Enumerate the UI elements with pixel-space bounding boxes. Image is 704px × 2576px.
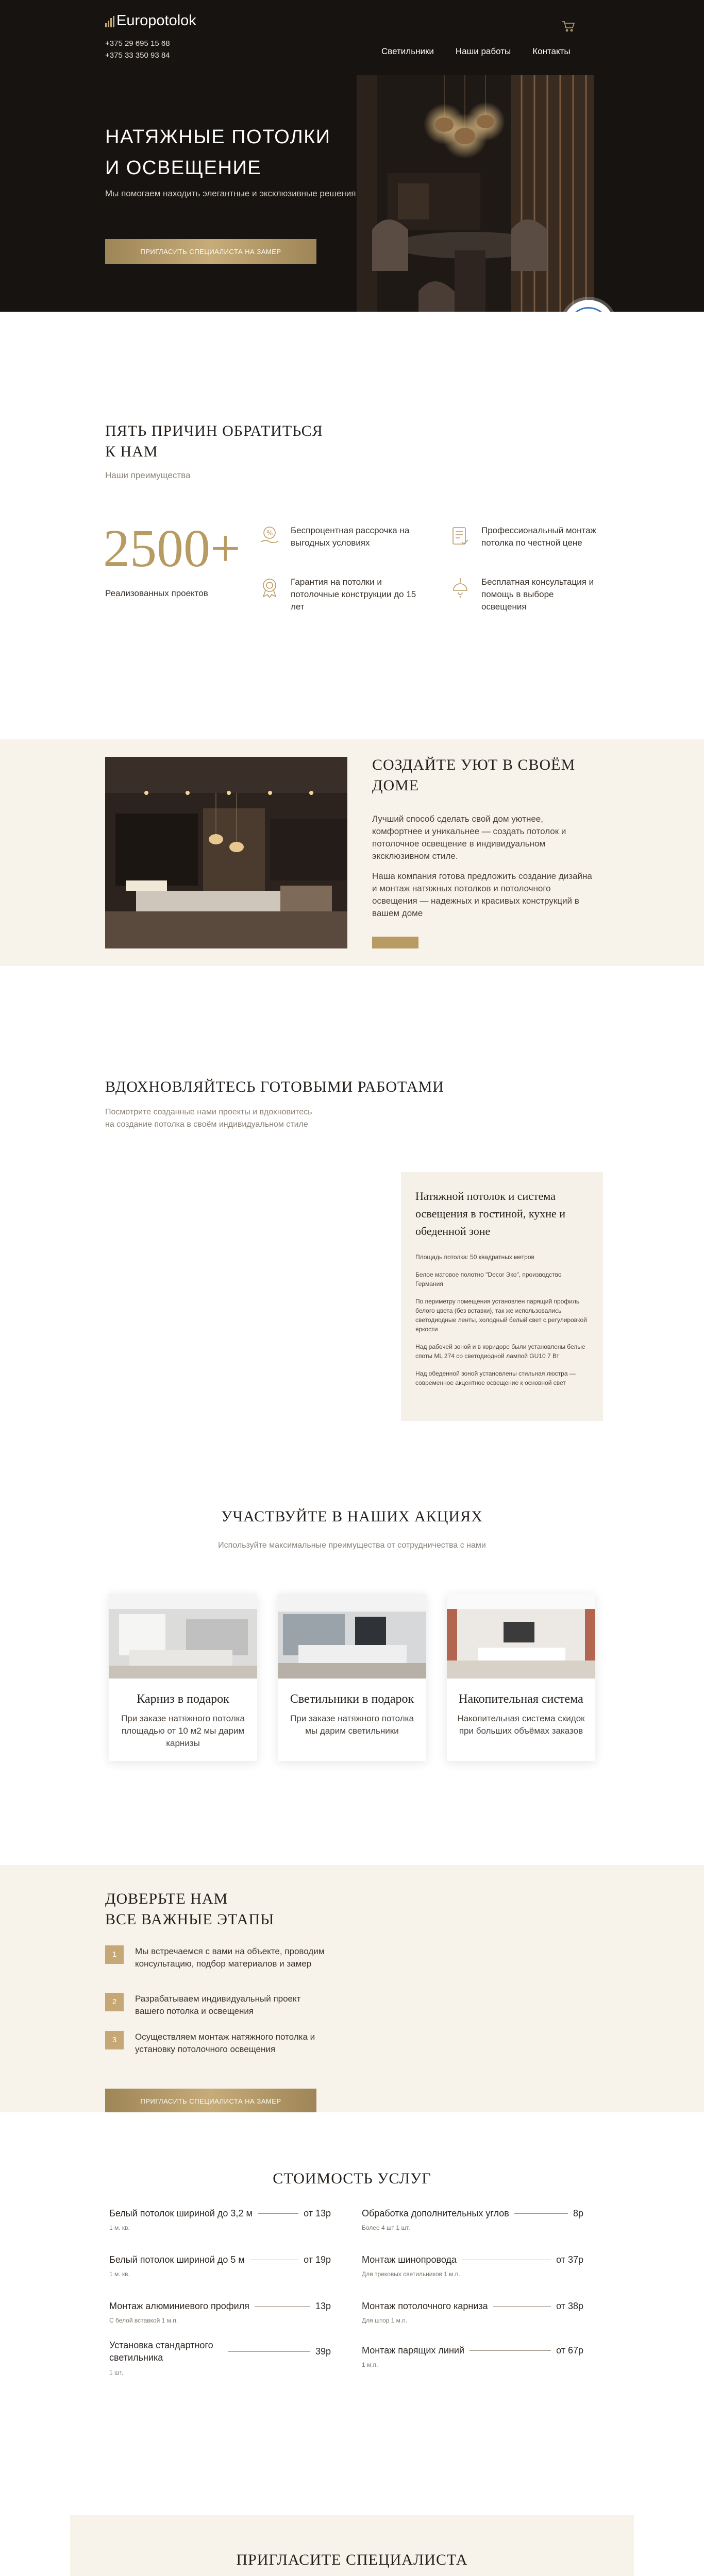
cozy-paragraph-2: Наша компания готова предложить создание дизайна и монтаж натяжных потолков и потолочного освещения — надежных и красивых конструкций в вашем доме xyxy=(372,871,592,918)
work-card-item: По периметру помещения установлен парящий профиль белого цвета (без вставки), так же использовались светодиодные ленты, холодный белый свет с регулировкой яркости xyxy=(415,1298,587,1333)
feature-consultation: Бесплатная консультация и помощь в выборе освещения xyxy=(448,576,598,613)
price-item: Установка стандартного светильника 39р 1 шт. xyxy=(109,2340,331,2376)
cart-icon[interactable] xyxy=(562,21,575,32)
step-text: Осуществляем монтаж натяжного потолка и установку потолочного освещения xyxy=(135,2032,315,2054)
step-3 xyxy=(105,2031,327,2056)
cozy-accent-bar xyxy=(372,937,418,948)
step-number: 3 xyxy=(105,2031,124,2049)
promo-card-title: Накопительная система xyxy=(459,1692,583,1706)
steps-cta-button[interactable]: ПРИГЛАСИТЬ СПЕЦИАЛИСТА НА ЗАМЕР xyxy=(105,2089,316,2113)
price-item: Белый потолок шириной до 5 м от 19р 1 м. кв. xyxy=(109,2255,331,2278)
projects-label: Реализованных проектов xyxy=(105,588,208,598)
promo-image-2 xyxy=(278,1594,426,1679)
ribbon-badge-icon xyxy=(258,576,281,600)
work-description-card xyxy=(401,1172,603,1421)
phone-2[interactable]: +375 33 350 93 84 xyxy=(105,51,170,60)
feature-installment: % Беспроцентная рассрочка на выгодных условиях xyxy=(258,524,428,549)
hero-title: НАТЯЖНЫЕ ПОТОЛКИ И ОСВЕЩЕНИЕ xyxy=(105,126,331,179)
promo-subtitle: Используйте максимальные преимущества от сотрудничества с нами xyxy=(218,1541,486,1550)
feature-warranty: Гарантия на потолки и потолочные конструкции до 15 лет xyxy=(258,576,428,613)
nav-contacts[interactable]: Контакты xyxy=(532,46,571,56)
cozy-section xyxy=(0,739,704,966)
promo-card-lights[interactable] xyxy=(278,1594,426,1761)
promo-card-title: Карниз в подарок xyxy=(137,1692,229,1706)
works-title: ВДОХНОВЛЯЙТЕСЬ ГОТОВЫМИ РАБОТАМИ xyxy=(105,1078,444,1095)
work-card-items xyxy=(415,1252,589,1387)
step-text: Мы встречаемся с вами на объекте, проводим консультацию, подбор материалов и замер xyxy=(135,1946,325,1969)
prices-section xyxy=(0,2112,704,2514)
hero-subtitle: Мы помогаем находить элегантные и эксклюзивные решения xyxy=(105,189,356,198)
work-card-item: Над рабочей зоной и в коридоре были установлены белые споты ML 274 со светодиодной лампой GU10 7 Вт xyxy=(415,1343,585,1360)
lamp-icon xyxy=(448,576,472,600)
promo-card-cornice[interactable] xyxy=(109,1594,257,1761)
work-card-item: Над обеденной зоной установлены стильная люстра — современное акцентное освещение к основной свет xyxy=(415,1370,576,1386)
cozy-paragraph-1: Лучший способ сделать свой дом уютнее, комфортнее и уникальнее — создать потолок и потолочное освещение в индивидуальном эксклюзивном стиле. xyxy=(372,814,566,861)
nav-works[interactable]: Наши работы xyxy=(455,46,511,56)
svg-text:%: % xyxy=(266,530,273,537)
step-text: Разрабатываем индивидуальный проект вашего потолка и освещения xyxy=(135,1994,301,2016)
invite-title: ПРИГЛАСИТЕ СПЕЦИАЛИСТА xyxy=(236,2551,468,2568)
document-icon xyxy=(448,524,472,548)
works-subtitle: Посмотрите созданные нами проекты и вдохновитесь на создание потолка в своём индивидуальном стиле xyxy=(105,1108,312,1129)
promo-card-discount[interactable] xyxy=(447,1594,595,1761)
promo-image-3 xyxy=(447,1594,595,1679)
prices-title: СТОИМОСТЬ УСЛУГ xyxy=(273,2170,431,2187)
price-item: Белый потолок шириной до 3,2 м от 13р 1 м. кв. xyxy=(109,2208,331,2231)
promo-card-text: Накопительная система скидок при больших объёмах заказов xyxy=(457,1714,585,1736)
phone-1[interactable]: +375 29 695 15 68 xyxy=(105,39,170,48)
promo-title: УЧАСТВУЙТЕ В НАШИХ АКЦИЯХ xyxy=(221,1508,483,1525)
price-item: Монтаж шинопровода от 37р Для трековых светильников 1 м.п. xyxy=(362,2255,583,2278)
work-card-item: Площадь потолка: 50 квадратных метров xyxy=(415,1253,534,1261)
promo-image-1 xyxy=(109,1594,257,1679)
hero-section xyxy=(0,0,704,312)
step-2 xyxy=(105,1993,327,2018)
step-1 xyxy=(105,1945,327,1970)
promo-card-text: При заказе натяжного потолка мы дарим светильники xyxy=(290,1714,414,1736)
price-item: Монтаж потолочного карниза от 38р Для штор 1 м.п. xyxy=(362,2301,583,2324)
logo[interactable] xyxy=(105,12,196,29)
steps-title: ДОВЕРЬТЕ НАМ ВСЕ ВАЖНЫЕ ЭТАПЫ xyxy=(105,1890,275,1928)
price-item: Обработка дополнительных углов 8р Более 4 шт 1 шт. xyxy=(362,2208,583,2231)
step-number: 1 xyxy=(105,1945,124,1964)
percent-hand-icon xyxy=(258,524,281,548)
price-item: Монтаж алюминиевого профиля 13р С белой вставкой 1 м.п. xyxy=(109,2301,331,2324)
steps-section xyxy=(0,1865,704,2112)
main-nav xyxy=(381,46,571,57)
header-phones xyxy=(105,38,170,61)
step-number: 2 xyxy=(105,1993,124,2011)
work-card-title: Натяжной потолок и система освещения в гостиной, кухне и обеденной зоне xyxy=(415,1190,566,1238)
projects-count: 2500+ xyxy=(103,519,241,578)
work-card-item: Белое матовое полотно "Decor Эко", производство Германия xyxy=(415,1271,562,1287)
logo-bars-icon xyxy=(105,16,114,27)
hero-cta-button[interactable]: ПРИГЛАСИТЬ СПЕЦИАЛИСТА НА ЗАМЕР xyxy=(105,239,316,264)
promo-card-text: При заказе натяжного потолка площадью от 10 м2 мы дарим карнизы xyxy=(121,1714,245,1748)
reasons-title: ПЯТЬ ПРИЧИН ОБРАТИТЬСЯ К НАМ xyxy=(105,422,323,460)
price-item: Монтаж парящих линий от 67р 1 м.п. xyxy=(362,2345,583,2368)
cozy-image xyxy=(105,757,347,948)
invite-section xyxy=(70,2515,634,2576)
feature-installation: Профессиональный монтаж потолка по честной цене xyxy=(448,524,598,549)
nav-lights[interactable]: Светильники xyxy=(381,46,434,56)
promo-card-title: Светильники в подарок xyxy=(290,1692,414,1706)
logo-text: Europotolok xyxy=(116,12,196,29)
reasons-subtitle: Наши преимущества xyxy=(105,470,191,480)
cozy-title: СОЗДАЙТЕ УЮТ В СВОЁМ ДОМЕ xyxy=(372,756,576,794)
